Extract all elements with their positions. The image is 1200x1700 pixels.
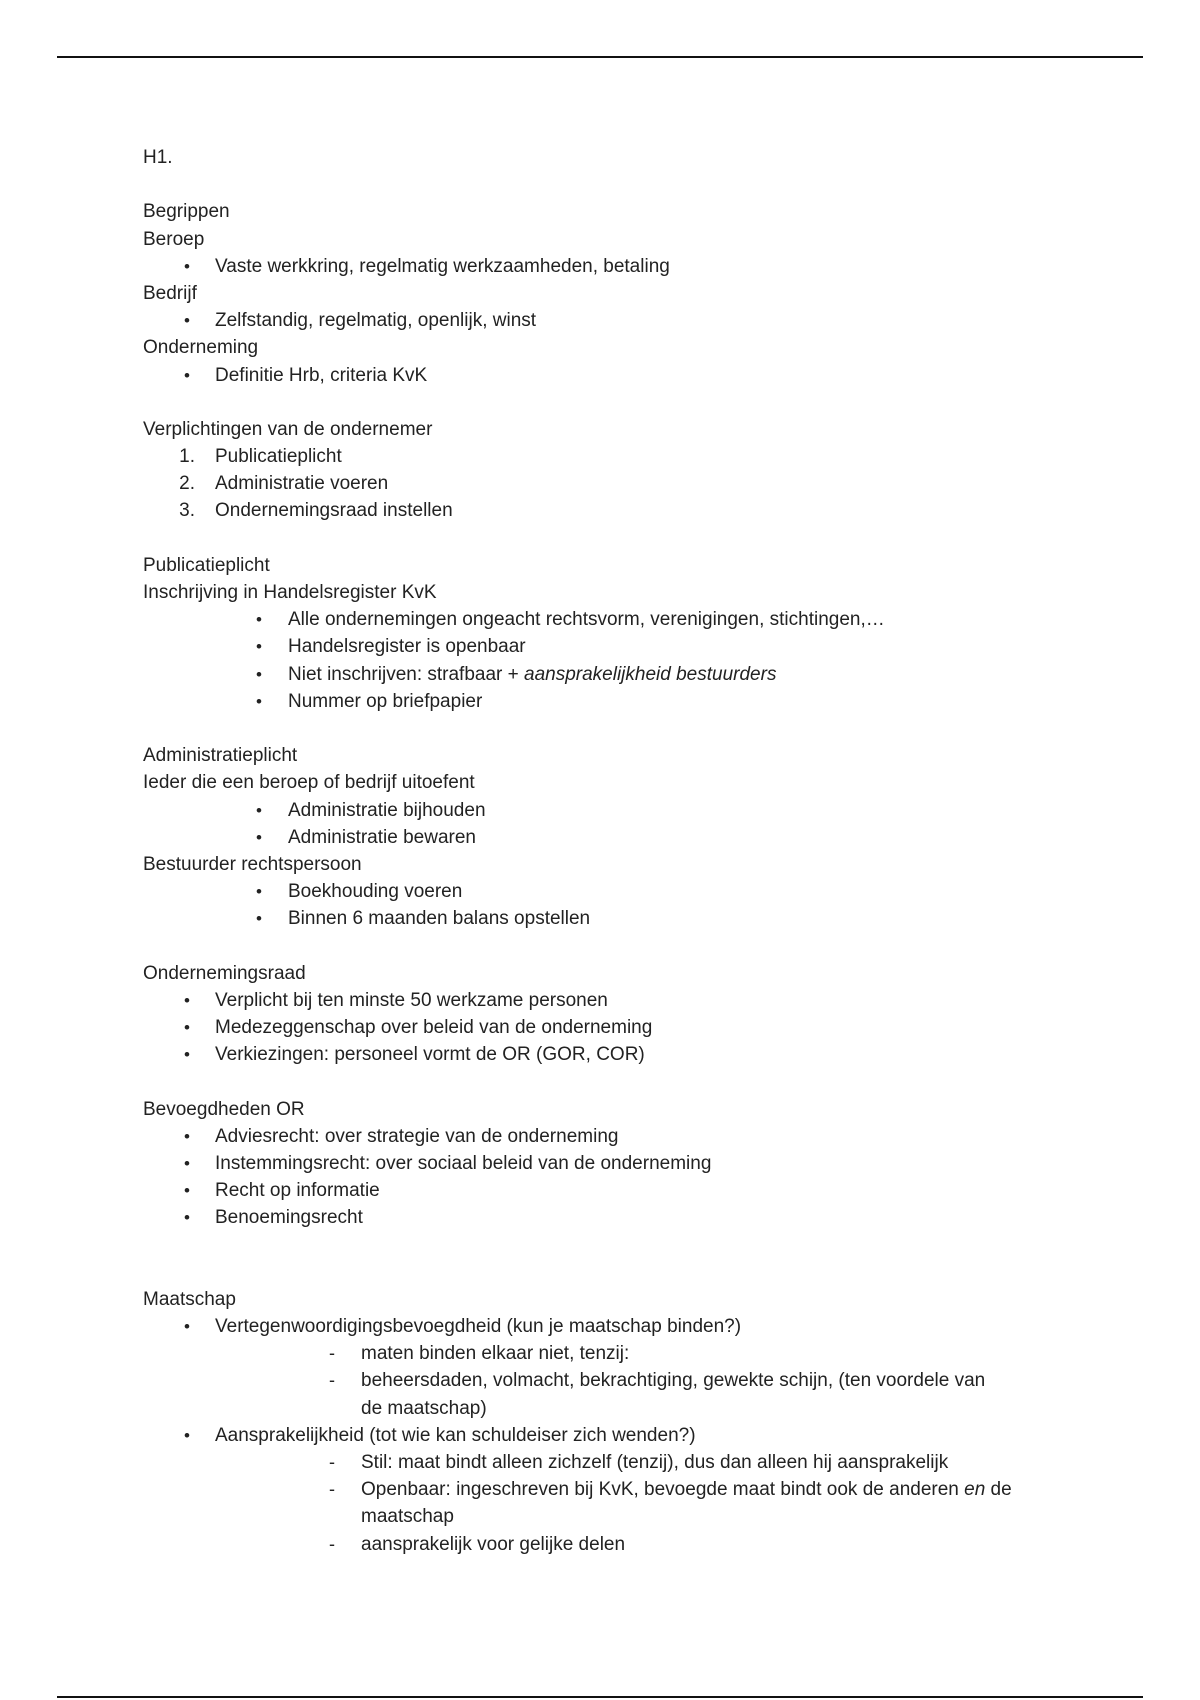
- numbered-item: 2. Administratie voeren: [179, 473, 389, 495]
- bullet-icon: •: [256, 637, 262, 657]
- list-item: • Recht op informatie: [143, 1177, 1103, 1204]
- bullet-icon: •: [256, 664, 262, 684]
- bullet-icon: •: [184, 1045, 190, 1065]
- bullet-icon: •: [184, 1018, 190, 1037]
- bullet-icon: •: [184, 1208, 190, 1228]
- dash-icon: -: [329, 1343, 335, 1364]
- bullet-icon: •: [256, 610, 262, 630]
- list-item: • Verplicht bij ten minste 50 werkzame personen: [143, 987, 1103, 1014]
- section-title-administratieplicht: Administratieplicht: [143, 745, 298, 767]
- spacer: [143, 1068, 1103, 1095]
- sub-list-item: - aansprakelijk voor gelijke delen: [143, 1531, 1103, 1558]
- section-title-begrippen: Begrippen: [143, 201, 230, 223]
- bullet-icon: •: [184, 1153, 190, 1173]
- list-item: • Verkiezingen: personeel vormt de OR (GOR, COR): [143, 1041, 1103, 1068]
- sub-list-item: - beheersdaden, volmacht, bekrachtiging, gewekte schijn, (ten voordele van: [143, 1367, 1103, 1394]
- subsection-title: Bestuurder rechtspersoon: [143, 853, 362, 875]
- bullet-icon: •: [184, 1181, 190, 1201]
- footer-rule: [57, 1696, 1143, 1698]
- spacer: [143, 715, 1103, 742]
- list-item: • Instemmingsrecht: over sociaal beleid van de onderneming: [143, 1150, 1103, 1177]
- bullet-icon: •: [184, 1126, 190, 1146]
- section-title-publicatieplicht: Publicatieplicht: [143, 554, 270, 576]
- section-title-maatschap: Maatschap: [143, 1288, 236, 1310]
- numbered-item: 1. Publicatieplicht: [179, 446, 342, 468]
- list-item: • Alle ondernemingen ongeacht rechtsvorm, verenigingen, stichtingen,…: [143, 606, 1103, 633]
- list-item: • Administratie bewaren: [143, 824, 1103, 851]
- list-item: • Vertegenwoordigingsbevoegdheid (kun je maatschap binden?): [143, 1313, 1103, 1340]
- sub-list-item: - Stil: maat bindt alleen zichzelf (tenzij), dus dan alleen hij aansprakelijk: [143, 1449, 1103, 1476]
- section-title-bevoegdheden: Bevoegdheden OR: [143, 1098, 305, 1120]
- bullet-icon: •: [256, 882, 262, 902]
- list-item: • Benoemingsrecht: [143, 1204, 1103, 1231]
- bullet-icon: •: [256, 691, 262, 711]
- list-item: • Zelfstandig, regelmatig, openlijk, winst: [143, 307, 1103, 334]
- spacer: [143, 525, 1103, 552]
- list-item: • Nummer op briefpapier: [143, 688, 1103, 715]
- section-title-verplichtingen: Verplichtingen van de ondernemer: [143, 418, 433, 440]
- spacer: [143, 932, 1103, 959]
- list-item: • Binnen 6 maanden balans opstellen: [143, 905, 1103, 932]
- term-bedrijf: Bedrijf: [143, 282, 197, 304]
- term-beroep: Beroep: [143, 228, 205, 250]
- dash-icon: -: [329, 1533, 335, 1554]
- sub-list-item: - maten binden elkaar niet, tenzij:: [143, 1340, 1103, 1367]
- list-item: • Boekhouding voeren: [143, 878, 1103, 905]
- spacer: [143, 1232, 1103, 1259]
- bullet-icon: •: [184, 1425, 190, 1445]
- spacer: [143, 171, 1103, 198]
- document-body: [143, 144, 1103, 1558]
- list-item: • Handelsregister is openbaar: [143, 633, 1103, 660]
- bullet-icon: •: [184, 365, 190, 385]
- dash-icon: -: [329, 1479, 335, 1500]
- dash-icon: -: [329, 1370, 335, 1391]
- list-item: • Aansprakelijkheid (tot wie kan schuldeiser zich wenden?): [143, 1422, 1103, 1449]
- bullet-icon: •: [184, 990, 190, 1010]
- bullet-icon: •: [184, 1317, 190, 1337]
- subsection-title: Inschrijving in Handelsregister KvK: [143, 582, 437, 603]
- spacer: [143, 1259, 1103, 1286]
- section-title-ondernemingsraad: Ondernemingsraad: [143, 962, 306, 984]
- list-item: • Medezeggenschap over beleid van de onderneming: [143, 1014, 1103, 1041]
- bullet-icon: •: [256, 909, 262, 929]
- chapter-heading: H1.: [143, 147, 173, 168]
- sub-list-item-continuation: de maatschap): [361, 1397, 487, 1419]
- list-item: • Administratie bijhouden: [143, 797, 1103, 824]
- subsection-title: Ieder die een beroep of bedrijf uitoefent: [143, 772, 475, 794]
- bullet-icon: •: [184, 311, 190, 331]
- list-item: • Niet inschrijven: strafbaar + aansprakelijkheid bestuurders: [143, 661, 1103, 688]
- list-item: • Adviesrecht: over strategie van de onderneming: [143, 1123, 1103, 1150]
- dash-icon: -: [329, 1452, 335, 1472]
- numbered-item: 3. Ondernemingsraad instellen: [179, 500, 453, 522]
- bullet-icon: •: [256, 827, 262, 847]
- term-onderneming: Onderneming: [143, 337, 259, 359]
- list-item: • Vaste werkkring, regelmatig werkzaamheden, betaling: [143, 253, 1103, 280]
- sub-list-item-continuation: maatschap: [361, 1506, 454, 1528]
- bullet-icon: •: [184, 256, 190, 276]
- sub-list-item: - Openbaar: ingeschreven bij KvK, bevoegde maat bindt ook de anderen en de: [143, 1476, 1103, 1503]
- header-rule: [57, 56, 1143, 58]
- spacer: [143, 389, 1103, 416]
- list-item: • Definitie Hrb, criteria KvK: [143, 362, 1103, 389]
- bullet-icon: •: [256, 800, 262, 820]
